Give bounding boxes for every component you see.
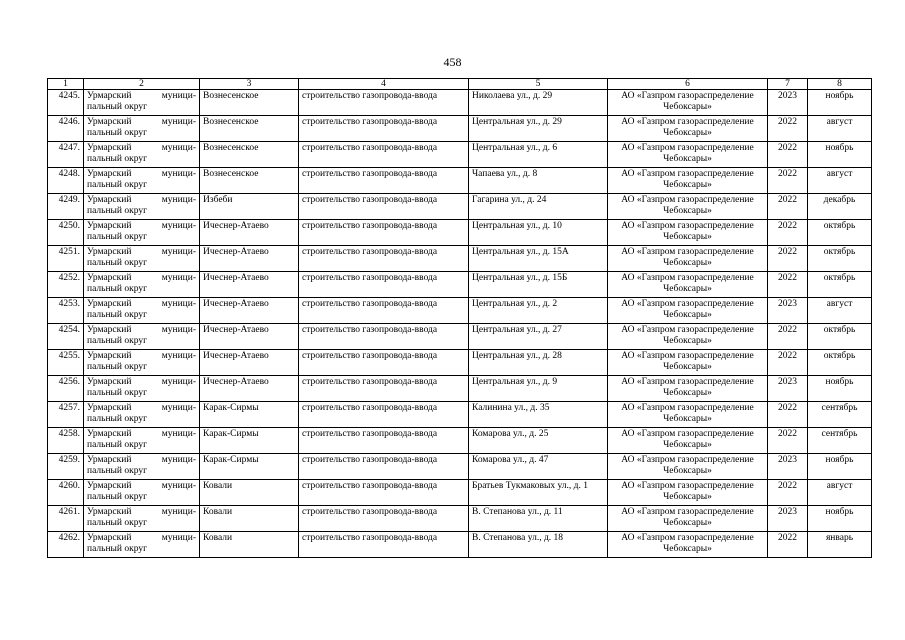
year-cell: 2022 <box>768 532 808 558</box>
address-cell: Центральная ул., д. 15А <box>469 246 608 272</box>
year-cell: 2022 <box>768 142 808 168</box>
district-cell: Урмарский муници-пальный округ <box>84 194 200 220</box>
row-number-cell: 4261. <box>48 506 84 532</box>
month-cell: ноябрь <box>808 376 872 402</box>
row-number-cell: 4250. <box>48 220 84 246</box>
district-cell: Урмарский муници-пальный округ <box>84 532 200 558</box>
settlement-cell: Карак-Сирмы <box>200 428 299 454</box>
address-cell: В. Степанова ул., д. 11 <box>469 506 608 532</box>
district-cell: Урмарский муници-пальный округ <box>84 454 200 480</box>
row-number-cell: 4260. <box>48 480 84 506</box>
year-cell: 2022 <box>768 116 808 142</box>
organization-cell: АО «Газпром газораспределение Чебоксары» <box>608 168 768 194</box>
district-cell: Урмарский муници-пальный округ <box>84 116 200 142</box>
month-cell: ноябрь <box>808 454 872 480</box>
column-header: 1 <box>48 79 84 90</box>
column-header: 5 <box>469 79 608 90</box>
row-number-cell: 4249. <box>48 194 84 220</box>
work-type-cell: строительство газопровода-ввода <box>299 506 469 532</box>
work-type-cell: строительство газопровода-ввода <box>299 142 469 168</box>
month-cell: октябрь <box>808 272 872 298</box>
settlement-cell: Карак-Сирмы <box>200 402 299 428</box>
table-row <box>48 142 872 168</box>
month-cell: январь <box>808 532 872 558</box>
month-cell: ноябрь <box>808 506 872 532</box>
month-cell: октябрь <box>808 246 872 272</box>
year-cell: 2023 <box>768 376 808 402</box>
address-cell: Центральная ул., д. 9 <box>469 376 608 402</box>
month-cell: август <box>808 116 872 142</box>
organization-cell: АО «Газпром газораспределение Чебоксары» <box>608 350 768 376</box>
district-cell: Урмарский муници-пальный округ <box>84 220 200 246</box>
district-cell: Урмарский муници-пальный округ <box>84 272 200 298</box>
year-cell: 2022 <box>768 246 808 272</box>
organization-cell: АО «Газпром газораспределение Чебоксары» <box>608 454 768 480</box>
address-cell: Комарова ул., д. 47 <box>469 454 608 480</box>
work-type-cell: строительство газопровода-ввода <box>299 220 469 246</box>
year-cell: 2022 <box>768 350 808 376</box>
work-type-cell: строительство газопровода-ввода <box>299 194 469 220</box>
district-cell: Урмарский муници-пальный округ <box>84 90 200 116</box>
column-header: 3 <box>200 79 299 90</box>
table-row <box>48 246 872 272</box>
settlement-cell: Вознесенское <box>200 142 299 168</box>
row-number-cell: 4259. <box>48 454 84 480</box>
row-number-cell: 4251. <box>48 246 84 272</box>
year-cell: 2023 <box>768 506 808 532</box>
month-cell: ноябрь <box>808 142 872 168</box>
organization-cell: АО «Газпром газораспределение Чебоксары» <box>608 376 768 402</box>
month-cell: август <box>808 168 872 194</box>
month-cell: декабрь <box>808 194 872 220</box>
organization-cell: АО «Газпром газораспределение Чебоксары» <box>608 246 768 272</box>
table-row <box>48 168 872 194</box>
table-row <box>48 480 872 506</box>
register-table <box>47 78 872 558</box>
organization-cell: АО «Газпром газораспределение Чебоксары» <box>608 480 768 506</box>
table-row <box>48 194 872 220</box>
column-number-row <box>48 79 872 90</box>
address-cell: В. Степанова ул., д. 18 <box>469 532 608 558</box>
work-type-cell: строительство газопровода-ввода <box>299 454 469 480</box>
address-cell: Братьев Тукмаковых ул., д. 1 <box>469 480 608 506</box>
work-type-cell: строительство газопровода-ввода <box>299 168 469 194</box>
district-cell: Урмарский муници-пальный округ <box>84 246 200 272</box>
settlement-cell: Ичеснер-Атаево <box>200 324 299 350</box>
settlement-cell: Ичеснер-Атаево <box>200 220 299 246</box>
district-cell: Урмарский муници-пальный округ <box>84 298 200 324</box>
row-number-cell: 4253. <box>48 298 84 324</box>
district-cell: Урмарский муници-пальный округ <box>84 480 200 506</box>
organization-cell: АО «Газпром газораспределение Чебоксары» <box>608 298 768 324</box>
table-row <box>48 506 872 532</box>
table-row <box>48 298 872 324</box>
settlement-cell: Ковали <box>200 480 299 506</box>
work-type-cell: строительство газопровода-ввода <box>299 246 469 272</box>
address-cell: Центральная ул., д. 6 <box>469 142 608 168</box>
row-number-cell: 4252. <box>48 272 84 298</box>
organization-cell: АО «Газпром газораспределение Чебоксары» <box>608 506 768 532</box>
district-cell: Урмарский муници-пальный округ <box>84 402 200 428</box>
district-cell: Урмарский муници-пальный округ <box>84 428 200 454</box>
year-cell: 2022 <box>768 220 808 246</box>
address-cell: Центральная ул., д. 29 <box>469 116 608 142</box>
row-number-cell: 4247. <box>48 142 84 168</box>
column-header: 6 <box>608 79 768 90</box>
month-cell: сентябрь <box>808 402 872 428</box>
year-cell: 2023 <box>768 298 808 324</box>
work-type-cell: строительство газопровода-ввода <box>299 298 469 324</box>
settlement-cell: Ковали <box>200 532 299 558</box>
work-type-cell: строительство газопровода-ввода <box>299 480 469 506</box>
table-row <box>48 428 872 454</box>
address-cell: Центральная ул., д. 28 <box>469 350 608 376</box>
table-body <box>48 79 872 558</box>
settlement-cell: Вознесенское <box>200 116 299 142</box>
address-cell: Центральная ул., д. 10 <box>469 220 608 246</box>
settlement-cell: Ичеснер-Атаево <box>200 350 299 376</box>
year-cell: 2023 <box>768 454 808 480</box>
row-number-cell: 4254. <box>48 324 84 350</box>
organization-cell: АО «Газпром газораспределение Чебоксары» <box>608 428 768 454</box>
address-cell: Николаева ул., д. 29 <box>469 90 608 116</box>
table-row <box>48 376 872 402</box>
organization-cell: АО «Газпром газораспределение Чебоксары» <box>608 220 768 246</box>
address-cell: Центральная ул., д. 15Б <box>469 272 608 298</box>
row-number-cell: 4246. <box>48 116 84 142</box>
year-cell: 2022 <box>768 324 808 350</box>
address-cell: Калинина ул., д. 35 <box>469 402 608 428</box>
month-cell: октябрь <box>808 350 872 376</box>
row-number-cell: 4258. <box>48 428 84 454</box>
settlement-cell: Избеби <box>200 194 299 220</box>
work-type-cell: строительство газопровода-ввода <box>299 376 469 402</box>
year-cell: 2022 <box>768 428 808 454</box>
district-cell: Урмарский муници-пальный округ <box>84 142 200 168</box>
work-type-cell: строительство газопровода-ввода <box>299 402 469 428</box>
table-row <box>48 272 872 298</box>
work-type-cell: строительство газопровода-ввода <box>299 324 469 350</box>
settlement-cell: Карак-Сирмы <box>200 454 299 480</box>
settlement-cell: Ичеснер-Атаево <box>200 272 299 298</box>
settlement-cell: Ичеснер-Атаево <box>200 246 299 272</box>
row-number-cell: 4262. <box>48 532 84 558</box>
month-cell: октябрь <box>808 324 872 350</box>
table-row <box>48 324 872 350</box>
month-cell: октябрь <box>808 220 872 246</box>
organization-cell: АО «Газпром газораспределение Чебоксары» <box>608 194 768 220</box>
year-cell: 2022 <box>768 402 808 428</box>
month-cell: сентябрь <box>808 428 872 454</box>
table-row <box>48 116 872 142</box>
column-header: 4 <box>299 79 469 90</box>
organization-cell: АО «Газпром газораспределение Чебоксары» <box>608 142 768 168</box>
address-cell: Гагарина ул., д. 24 <box>469 194 608 220</box>
district-cell: Урмарский муници-пальный округ <box>84 506 200 532</box>
address-cell: Центральная ул., д. 2 <box>469 298 608 324</box>
work-type-cell: строительство газопровода-ввода <box>299 532 469 558</box>
month-cell: август <box>808 480 872 506</box>
table-row <box>48 350 872 376</box>
address-cell: Центральная ул., д. 27 <box>469 324 608 350</box>
table-row <box>48 90 872 116</box>
settlement-cell: Ковали <box>200 506 299 532</box>
organization-cell: АО «Газпром газораспределение Чебоксары» <box>608 116 768 142</box>
organization-cell: АО «Газпром газораспределение Чебоксары» <box>608 324 768 350</box>
month-cell: ноябрь <box>808 90 872 116</box>
organization-cell: АО «Газпром газораспределение Чебоксары» <box>608 532 768 558</box>
column-header: 7 <box>768 79 808 90</box>
column-header: 8 <box>808 79 872 90</box>
row-number-cell: 4245. <box>48 90 84 116</box>
year-cell: 2022 <box>768 480 808 506</box>
work-type-cell: строительство газопровода-ввода <box>299 272 469 298</box>
row-number-cell: 4255. <box>48 350 84 376</box>
year-cell: 2023 <box>768 90 808 116</box>
settlement-cell: Ичеснер-Атаево <box>200 298 299 324</box>
district-cell: Урмарский муници-пальный округ <box>84 324 200 350</box>
work-type-cell: строительство газопровода-ввода <box>299 90 469 116</box>
table-row <box>48 402 872 428</box>
year-cell: 2022 <box>768 194 808 220</box>
table-row <box>48 532 872 558</box>
row-number-cell: 4257. <box>48 402 84 428</box>
settlement-cell: Вознесенское <box>200 90 299 116</box>
settlement-cell: Ичеснер-Атаево <box>200 376 299 402</box>
year-cell: 2022 <box>768 272 808 298</box>
work-type-cell: строительство газопровода-ввода <box>299 428 469 454</box>
table-row <box>48 220 872 246</box>
address-cell: Чапаева ул., д. 8 <box>469 168 608 194</box>
table-row <box>48 454 872 480</box>
row-number-cell: 4256. <box>48 376 84 402</box>
address-cell: Комарова ул., д. 25 <box>469 428 608 454</box>
work-type-cell: строительство газопровода-ввода <box>299 116 469 142</box>
column-header: 2 <box>84 79 200 90</box>
row-number-cell: 4248. <box>48 168 84 194</box>
month-cell: август <box>808 298 872 324</box>
settlement-cell: Вознесенское <box>200 168 299 194</box>
page-number: 458 <box>443 55 462 69</box>
district-cell: Урмарский муници-пальный округ <box>84 376 200 402</box>
organization-cell: АО «Газпром газораспределение Чебоксары» <box>608 90 768 116</box>
organization-cell: АО «Газпром газораспределение Чебоксары» <box>608 402 768 428</box>
year-cell: 2022 <box>768 168 808 194</box>
organization-cell: АО «Газпром газораспределение Чебоксары» <box>608 272 768 298</box>
work-type-cell: строительство газопровода-ввода <box>299 350 469 376</box>
district-cell: Урмарский муници-пальный округ <box>84 168 200 194</box>
district-cell: Урмарский муници-пальный округ <box>84 350 200 376</box>
